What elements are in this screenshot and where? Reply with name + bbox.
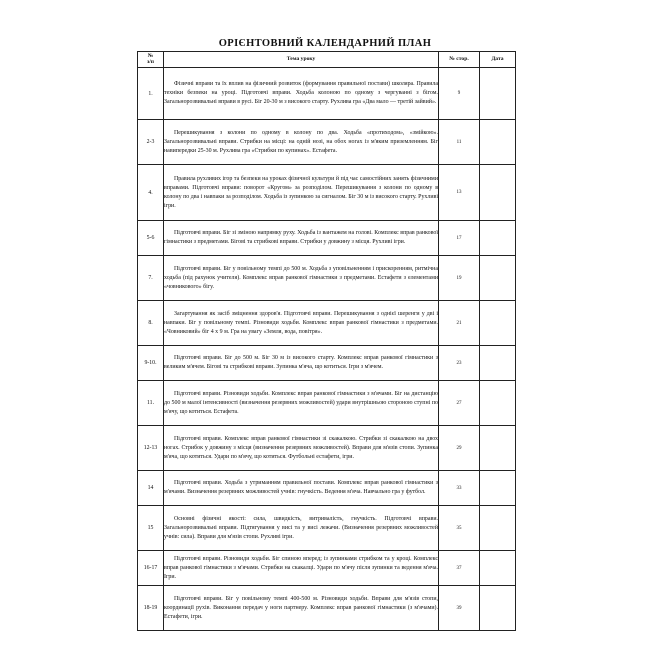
row-page: 19 [439, 256, 480, 301]
header-number-line1: № [147, 52, 154, 59]
row-date [480, 471, 516, 506]
row-topic: Основні фізичні якості: сила, швидкість, витривалість, гнучкість. Підготовчі вправи. Загальнорозвивальні вправи. Підтягування у висі та у висі лежачи. (Визначення резервних можливостей учнів: сила). Вправи для м'язів стопи. Рухливі ігри. [164, 506, 439, 551]
row-number: 12-13 [138, 426, 164, 471]
table-row [138, 120, 516, 165]
calendar-plan-table [137, 51, 516, 631]
table-row [138, 301, 516, 346]
row-page: 23 [439, 346, 480, 381]
table-row [138, 381, 516, 426]
row-page: 21 [439, 301, 480, 346]
row-topic: Підготовчі вправи. Різновиди ходьби. Комплекс вправ ранкової гімнастики з м'ячами. Біг на дистанцію до 500 м малої інтенсивності (визначення резервних можливостей) удари внутрішньою стороною ступні по м'ячу, що котиться. Естафета. [164, 381, 439, 426]
row-number: 9-10. [138, 346, 164, 381]
row-date [480, 165, 516, 221]
row-number: 2-3 [138, 120, 164, 165]
row-topic: Правила рухливих ігор та безпеки на уроках фізичної культури й під час самостійних занять фізичними вправами. Підготовчі вправи: поворот «Кругом» за розподілом. Перешикування з колони по одному в колону по два і навпаки за розподілом. Ходьба із зупинкою за сигналом. Біг 30 м із високого старту. Рухливі ігри. [164, 165, 439, 221]
row-page: 11 [439, 120, 480, 165]
page-title: ОРІЄНТОВНИЙ КАЛЕНДАРНИЙ ПЛАН [218, 38, 432, 49]
header-topic: Тема уроку [164, 52, 439, 68]
row-number: 16-17 [138, 551, 164, 586]
row-topic: Підготовчі вправи. Ходьба з утриманням правильної постави. Комплекс вправ ранкової гімнастики з м'ячами. Визначення резервних можливостей учнів: гнучкість. Ведення м'яча. Навчально гра у футбол. [164, 471, 439, 506]
row-page: 29 [439, 426, 480, 471]
row-date [480, 256, 516, 301]
header-date: Дата [480, 52, 516, 68]
row-page: 35 [439, 506, 480, 551]
table-row [138, 165, 516, 221]
row-date [480, 381, 516, 426]
row-topic: Підготовчі вправи. Біг зі зміною напрямку руху. Ходьба із вантажем на голові. Комплекс вправ ранкової гімнастики з предметами. Бігові та стрибкові вправи. Стрибки у довжину з місця. Рухливі ігри. [164, 221, 439, 256]
row-number: 5-6 [138, 221, 164, 256]
row-number: 8. [138, 301, 164, 346]
row-topic: Загартування як засіб зміцнення здоров'я. Підготовчі вправи. Перешикування з однієї шеренги у дві і навпаки. Біг у повільному темпі. Різновиди ходьби. Комплекс вправ ранкової гімнастики з предметами. «Човниковий» біг 4 х 9 м. Гра на увагу «Земля, вода, повітря». [164, 301, 439, 346]
row-topic: Перешикування з колони по одному в колону по два. Ходьба «протиходом», «змійкою». Загальнорозвивальні вправи. Стрибки на місці: на одній нозі, на обох ногах із м'яким приземленням. Біг навипередки 25-30 м. Рухлива гра «Стрибки по купинах». Естафета. [164, 120, 439, 165]
table-row [138, 586, 516, 631]
row-page: 13 [439, 165, 480, 221]
row-topic: Фізичні вправи та їх вплив на фізичний розвиток (формування правильної постави) школяра. Правила техніки безпеки на уроці. Підготовчі вправи. Ходьба колоною по одному з чергуванні з бігом. Загальнорозвивальні вправи в русі. Біг 20-30 м з високого старту. Рухлива гра «Два мало — третій зайвий». [164, 68, 439, 120]
table-row [138, 471, 516, 506]
row-topic: Підготовчі вправи. Біг у повільному темпі до 500 м. Ходьба з уповільненням і прискоренням, ритмічна ходьба (під рахунок учителя). Комплекс вправ ранкової гімнастики з предметами. Естафети з елементами «човникового» бігу. [164, 256, 439, 301]
row-page: 17 [439, 221, 480, 256]
row-date [480, 506, 516, 551]
table-header-row [138, 52, 516, 68]
row-date [480, 120, 516, 165]
row-page: 27 [439, 381, 480, 426]
row-number: 7. [138, 256, 164, 301]
header-page: № стор. [439, 52, 480, 68]
table-row [138, 68, 516, 120]
row-date [480, 551, 516, 586]
table-row [138, 221, 516, 256]
row-number: 1. [138, 68, 164, 120]
row-number: 14 [138, 471, 164, 506]
table-row [138, 551, 516, 586]
row-date [480, 426, 516, 471]
row-page: 33 [439, 471, 480, 506]
row-page: 9 [439, 68, 480, 120]
table-row [138, 346, 516, 381]
row-page: 37 [439, 551, 480, 586]
header-number [138, 52, 164, 68]
row-number: 11. [138, 381, 164, 426]
table-row [138, 256, 516, 301]
row-date [480, 221, 516, 256]
row-number: 18-19 [138, 586, 164, 631]
row-page: 39 [439, 586, 480, 631]
row-topic: Підготовчі вправи. Різновиди ходьби. Біг спиною вперед; із зупинками стрибком та у кроці. Комплекс вправ ранкової гімнастики з м'ячами. Стрибки на скакалці. Удари по м'ячу після зупинки та ведення м'яча. Ігри. [164, 551, 439, 586]
table-row [138, 506, 516, 551]
row-topic: Підготовчі вправи. Біг до 500 м. Біг 30 м із високого старту. Комплекс вправ ранкової гімнастики з великим м'ячем. Бігові та стрибкові вправи. Зупинка м'яча, що котиться. Ігри з м'ячем. [164, 346, 439, 381]
row-date [480, 68, 516, 120]
row-number: 4. [138, 165, 164, 221]
row-date [480, 586, 516, 631]
row-date [480, 346, 516, 381]
table-row [138, 426, 516, 471]
row-date [480, 301, 516, 346]
row-topic: Підготовчі вправи. Комплекс вправ ранкової гімнастики зі скакалкою. Стрибки зі скакалкою на двох ногах. Стрибок у довжину з місця (визначення резервних можливостей). Вправи для м'язів стопи. Зупинка м'яча, що котиться. Удари по м'ячу, що котиться. Футбольні естафети, ігри. [164, 426, 439, 471]
row-number: 15 [138, 506, 164, 551]
row-topic: Підготовчі вправи. Біг у повільному темпі 400-500 м. Різновиди ходьби. Вправи для м'язів стопи, координації рухів. Виконання передач у ноги партнеру. Комплекс вправ ранкової гімнастики (з м'ячами). Естафети, ігри. [164, 586, 439, 631]
header-number-line2: з/п [146, 58, 155, 65]
